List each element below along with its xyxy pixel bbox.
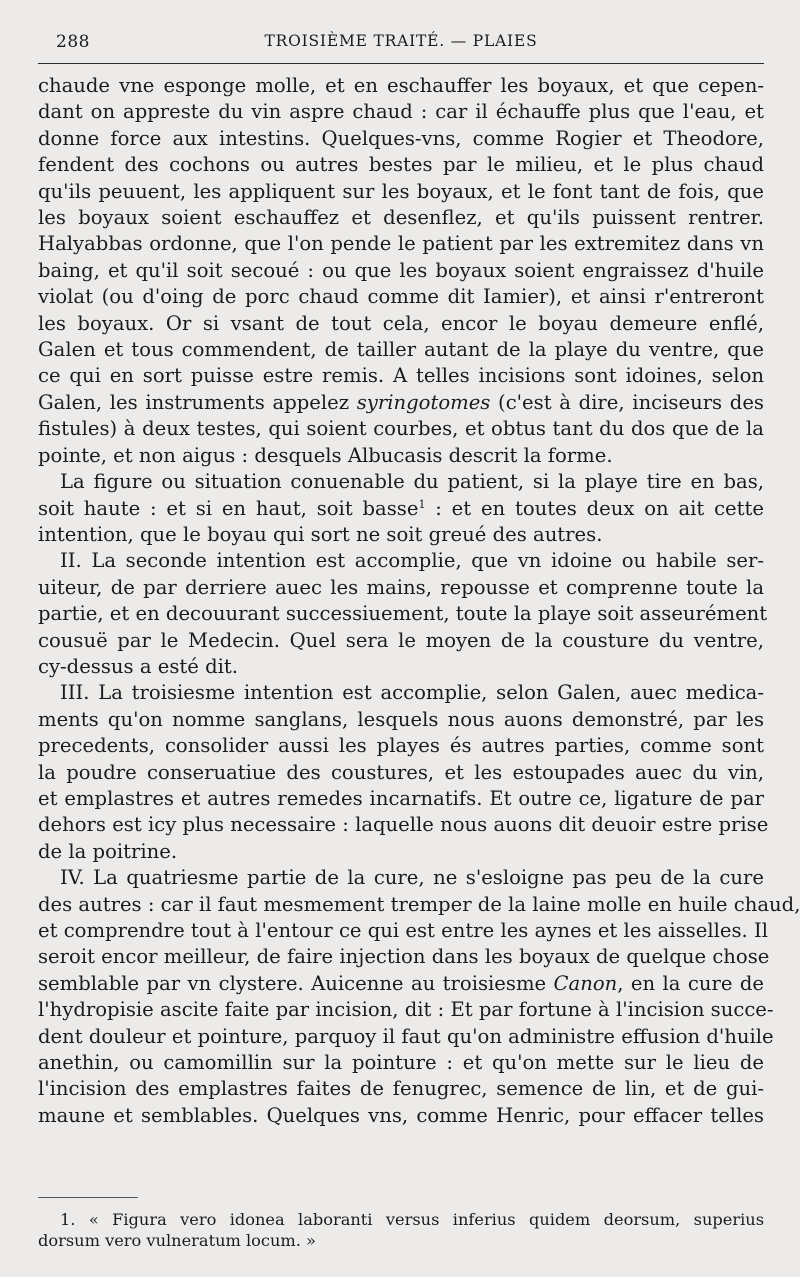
- text-line: intention, que le boyau qui sort ne soit greué des autres.: [38, 522, 603, 546]
- text-segment: semblable par vn clystere. Auicenne au troisiesme: [38, 971, 554, 995]
- text-line: violat (ou d'oing de porc chaud comme dit Iamier), et ainsi r'entreront: [38, 285, 764, 309]
- text-line: les boyaux soient eschauffez et desenflez, et qu'ils puissent rentrer.: [38, 206, 764, 230]
- text-line: [38, 496, 764, 522]
- text-line: dehors est icy plus necessaire : laquelle nous auons dit deuoir estre prise: [38, 813, 769, 837]
- footnote: [38, 1209, 764, 1251]
- text-line: uiteur, de par derriere auec les mains, repousse et comprenne toute la: [38, 575, 764, 599]
- text-line: et comprendre tout à l'entour ce qui est entre les aynes et les aisselles. Il: [38, 919, 768, 942]
- text-line: II. La seconde intention est accomplie, que vn idoine ou habile ser-: [60, 549, 764, 573]
- footnote-line: dorsum vero vulneratum locum. »: [38, 1231, 316, 1250]
- text-line: des autres : car il faut mesmement tremper de la laine molle en huile chaud,: [38, 892, 800, 916]
- text-line: ments qu'on nomme sanglans, lesquels nous auons demonstré, par les: [38, 707, 764, 731]
- text-line: partie, et en decouurant successiuement, toute la playe soit asseurément: [38, 602, 768, 626]
- text-segment: , en la cure de: [617, 971, 764, 995]
- text-line: III. La troisiesme intention est accomplie, selon Galen, auec medica-: [60, 681, 764, 705]
- text-line: chaude vne esponge molle, et en eschauffer les boyaux, et que cepen-: [38, 74, 764, 97]
- text-line: donne force aux intestins. Quelques-vns, comme Rogier et Theodore,: [38, 126, 764, 150]
- footnote-marker[interactable]: 1: [418, 497, 426, 511]
- text-line: l'hydropisie ascite faite par incision, dit : Et par fortune à l'incision succe-: [38, 998, 774, 1022]
- text-line: anethin, ou camomillin sur la pointure : et qu'on mette sur le lieu de: [38, 1051, 764, 1075]
- text-line: baing, et qu'il soit secoué : ou que les boyaux soient engraissez d'huile: [38, 258, 764, 282]
- text-line: fistules) à deux testes, qui soient courbes, et obtus tant du dos que de la: [38, 417, 764, 441]
- running-title: TROISIÈME TRAITÉ. — PLAIES: [264, 32, 538, 50]
- page-header: [38, 28, 764, 62]
- text-line: Halyabbas ordonne, que l'on pende le patient par les extremitez dans vn: [38, 232, 764, 256]
- text-line: pointe, et non aigus : desquels Albucasis descrit la forme.: [38, 443, 613, 467]
- text-line: qu'ils peuuent, les appliquent sur les boyaux, et le font tant de fois, que: [38, 179, 764, 203]
- text-segment: : et en toutes deux on ait cette: [425, 496, 764, 520]
- text-segment: (c'est à dire, inciseurs des: [490, 390, 764, 414]
- footnote-rule: [38, 1197, 138, 1198]
- text-line: IV. La quatriesme partie de la cure, ne s'esloigne pas peu de la cure: [60, 866, 764, 890]
- text-line: les boyaux. Or si vsant de tout cela, encor le boyau demeure enflé,: [38, 311, 764, 335]
- text-segment: soit haute : et si en haut, soit basse: [38, 496, 419, 520]
- text-line: cousuë par le Medecin. Quel sera le moyen de la cousture du ventre,: [38, 628, 764, 652]
- text-line: de la poitrine.: [38, 839, 178, 863]
- header-rule: [38, 63, 764, 64]
- text-line: Galen et tous commendent, de tailler autant de la playe du ventre, que: [38, 338, 764, 362]
- text-line: maune et semblables. Quelques vns, comme Henric, pour effacer telles: [38, 1103, 764, 1127]
- italic-term: syringotomes: [356, 390, 491, 414]
- text-line: [38, 971, 764, 997]
- text-line: La figure ou situation conuenable du patient, si la playe tire en bas,: [60, 470, 764, 494]
- text-line: [38, 390, 764, 416]
- text-line: la poudre conseruatiue des coustures, et les estoupades auec du vin,: [38, 760, 764, 784]
- text-line: et emplastres et autres remedes incarnatifs. Et outre ce, ligature de par: [38, 786, 764, 810]
- text-line: ce qui en sort puisse estre remis. A telles incisions sont idoines, selon: [38, 364, 764, 388]
- footnote-line: 1. « Figura vero idonea laboranti versus inferius quidem deorsum, superius: [60, 1210, 764, 1229]
- text-line: fendent des cochons ou autres bestes par le milieu, et le plus chaud: [38, 153, 764, 177]
- text-line: seroit encor meilleur, de faire injection dans les boyaux de quelque chose: [38, 945, 770, 969]
- body-text: [38, 73, 800, 1129]
- text-line: dent douleur et pointure, parquoy il faut qu'on administre effusion d'huile: [38, 1024, 774, 1048]
- text-line: dant on appreste du vin aspre chaud : car il échauffe plus que l'eau, et: [38, 100, 764, 124]
- text-line: cy-dessus a esté dit.: [38, 654, 238, 678]
- text-line: precedents, consolider aussi les playes és autres parties, comme sont: [38, 734, 764, 758]
- text-line: l'incision des emplastres faites de fenugrec, semence de lin, et de gui-: [38, 1077, 764, 1101]
- page-number: 288: [56, 32, 90, 52]
- text-segment: Galen, les instruments appelez: [38, 390, 357, 414]
- italic-term: Canon: [553, 971, 618, 995]
